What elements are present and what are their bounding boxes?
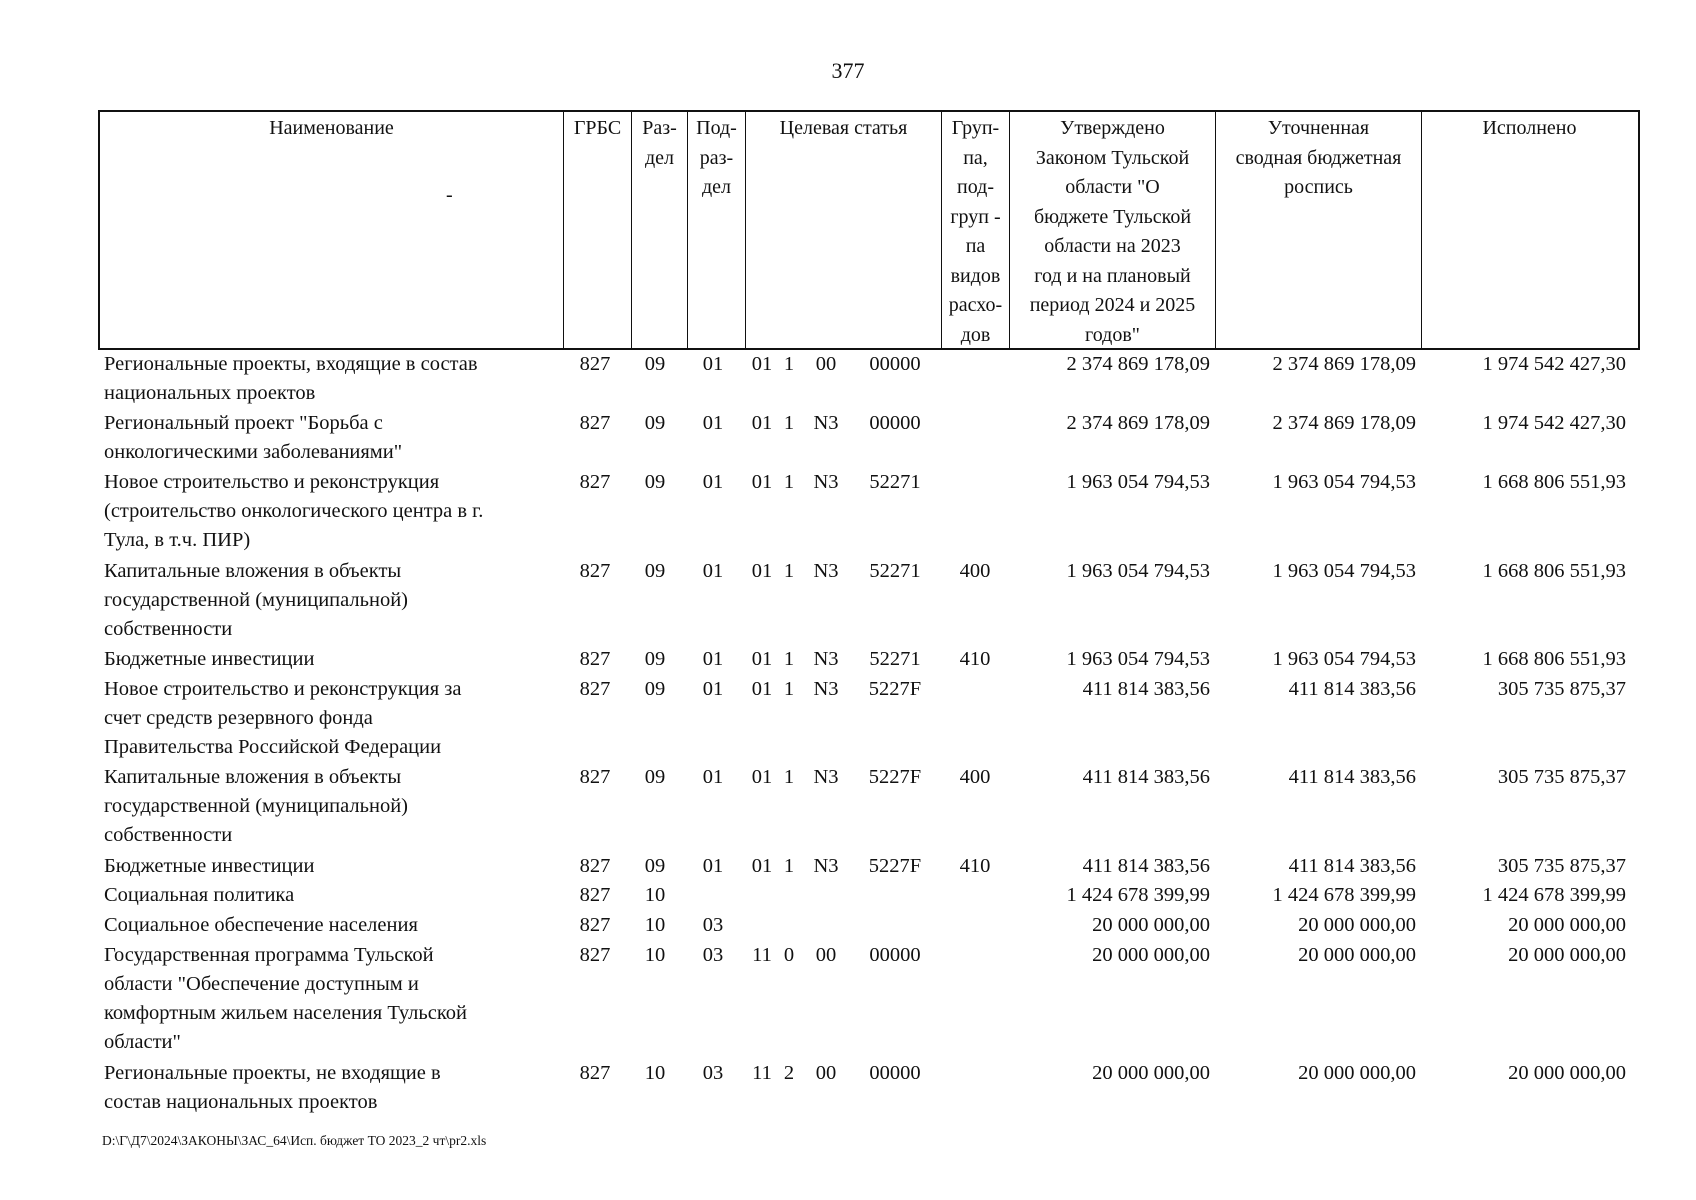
cell-razdel: 10 [644, 943, 666, 966]
cell-cs4: 5227F [868, 766, 922, 789]
cell-razdel: 09 [644, 854, 666, 877]
cell-razdel: 10 [644, 914, 666, 937]
cell-utv: 1 424 678 399,99 [1066, 884, 1210, 907]
row-name-line: государственной (муниципальной) [104, 588, 409, 611]
table-row [0, 911, 1696, 941]
cell-utoch: 1 963 054 794,53 [1272, 559, 1416, 582]
page-number: 377 [831, 58, 865, 83]
cell-utoch: 20 000 000,00 [1298, 943, 1416, 966]
cell-grbs: 827 [579, 884, 611, 907]
row-name-line: Региональные проекты, не входящие в [104, 1061, 441, 1084]
cell-cs1: 11 [752, 1061, 772, 1084]
cell-utv: 20 000 000,00 [1092, 1061, 1210, 1084]
cell-grbs: 827 [579, 559, 611, 582]
cell-isp: 20 000 000,00 [1508, 1061, 1626, 1084]
header-gruppa-line: под- [957, 176, 994, 198]
cell-utoch: 2 374 869 178,09 [1272, 353, 1416, 375]
table-row [0, 468, 1696, 556]
cell-cs1: 01 [751, 559, 773, 582]
cell-utv: 20 000 000,00 [1092, 914, 1210, 937]
row-name-line: Социальное обеспечение населения [104, 914, 418, 937]
cell-cs1: 01 [751, 353, 773, 375]
table-row [0, 881, 1696, 911]
cell-grbs: 827 [579, 943, 611, 966]
table-row [0, 1059, 1696, 1118]
cell-cs4: 52271 [869, 559, 921, 582]
header-grbs [564, 112, 632, 348]
header-celevaya-label: Целевая статья [779, 117, 908, 139]
file-path-footer: D:\Г\Д7\2024\ЗАКОНЫ\ЗАС_64\Исп. бюджет ТО 2023_2 чт\pr2.xls [102, 1133, 487, 1148]
cell-cs2: 1 [783, 559, 795, 582]
cell-isp: 305 735 875,37 [1497, 677, 1626, 700]
header-utverzhdeno-line: Законом Тульской [1035, 146, 1190, 169]
row-name [104, 852, 564, 881]
cell-grbs: 827 [579, 647, 611, 670]
cell-cs3: 00 [815, 353, 837, 375]
row-name-line: Бюджетные инвестиции [104, 854, 315, 877]
cell-grbs: 827 [579, 854, 611, 877]
row-name-line: Региональный проект "Борьба с [104, 412, 383, 435]
header-ispolneno-label: Исполнено [1482, 117, 1577, 139]
cell-isp: 305 735 875,37 [1497, 766, 1626, 789]
header-dot: - [446, 184, 453, 206]
cell-utv: 20 000 000,00 [1092, 943, 1210, 966]
cell-isp: 1 974 542 427,30 [1482, 353, 1626, 375]
cell-razdel: 09 [644, 677, 666, 700]
header-razdel-line: Раз- [642, 117, 677, 139]
header-utverzhdeno [1010, 112, 1216, 348]
cell-cs2: 2 [783, 1061, 795, 1084]
row-name-line: Региональные проекты, входящие в состав [104, 353, 478, 375]
cell-cs3: 00 [815, 943, 837, 966]
row-name-line: Бюджетные инвестиции [104, 647, 315, 670]
row-name [104, 881, 564, 910]
header-gruppa-line: видов [950, 264, 1001, 287]
cell-cs2: 1 [783, 471, 795, 494]
cell-utoch: 1 963 054 794,53 [1272, 471, 1416, 494]
row-name [104, 645, 564, 674]
cell-podrazdel: 01 [702, 647, 724, 670]
table-row [0, 675, 1696, 763]
cell-grbs: 827 [579, 677, 611, 700]
cell-grbs: 827 [579, 412, 611, 435]
row-name-line: собственности [104, 617, 233, 640]
cell-grbs: 827 [579, 353, 611, 375]
row-name-line: Новое строительство и реконструкция [104, 471, 440, 494]
cell-vr: 410 [959, 647, 991, 670]
row-name [104, 350, 564, 408]
cell-isp: 1 668 806 551,93 [1482, 559, 1626, 582]
row-name-line: национальных проектов [104, 382, 316, 404]
header-name [100, 112, 564, 348]
cell-utv: 411 814 383,56 [1082, 854, 1210, 877]
cell-cs2: 1 [783, 353, 795, 375]
table-header [98, 110, 1640, 350]
header-utverzhdeno-line: период 2024 и 2025 [1029, 294, 1196, 316]
cell-cs2: 0 [783, 943, 795, 966]
cell-cs1: 01 [751, 766, 773, 789]
cell-utv: 1 963 054 794,53 [1066, 471, 1210, 494]
header-utverzhdeno-line: бюджете Тульской [1033, 205, 1192, 228]
cell-utv: 2 374 869 178,09 [1066, 353, 1210, 375]
row-name-line: области" [104, 1030, 181, 1053]
cell-isp: 1 668 806 551,93 [1482, 647, 1626, 670]
cell-utoch: 1 424 678 399,99 [1272, 884, 1416, 907]
table-body [0, 350, 1696, 1118]
cell-cs3: N3 [813, 647, 839, 670]
header-gruppa-line: па [965, 235, 986, 257]
cell-cs1: 01 [751, 677, 773, 700]
cell-utoch: 2 374 869 178,09 [1272, 412, 1416, 435]
cell-podrazdel: 01 [702, 766, 724, 789]
cell-razdel: 09 [644, 412, 666, 435]
cell-cs4: 00000 [869, 353, 921, 375]
header-utochnennaya [1216, 112, 1422, 348]
cell-cs1: 01 [751, 471, 773, 494]
cell-podrazdel: 03 [702, 1061, 724, 1084]
cell-cs1: 01 [751, 412, 773, 435]
cell-cs3: 00 [815, 1061, 837, 1084]
cell-grbs: 827 [579, 766, 611, 789]
cell-utoch: 411 814 383,56 [1288, 766, 1416, 789]
header-podrazdel-line: раз- [699, 146, 734, 169]
cell-utoch: 20 000 000,00 [1298, 914, 1416, 937]
cell-cs3: N3 [813, 412, 839, 435]
header-grbs-label: ГРБС [573, 117, 622, 139]
header-podrazdel [688, 112, 746, 348]
cell-cs4: 00000 [869, 1061, 921, 1084]
cell-podrazdel: 01 [702, 559, 724, 582]
row-name-line: счет средств резервного фонда [104, 706, 373, 729]
row-name-line: онкологическими заболеваниями" [104, 441, 403, 464]
cell-cs4: 00000 [869, 412, 921, 435]
header-ispolneno [1422, 112, 1637, 348]
cell-razdel: 09 [644, 647, 666, 670]
cell-cs3: N3 [813, 854, 839, 877]
header-utochnennaya-line: сводная бюджетная [1235, 146, 1402, 169]
cell-utv: 1 963 054 794,53 [1066, 559, 1210, 582]
cell-podrazdel: 03 [702, 943, 724, 966]
cell-podrazdel: 01 [702, 412, 724, 435]
cell-cs4: 5227F [868, 677, 922, 700]
table-row [0, 941, 1696, 1059]
header-utverzhdeno-line: области на 2023 [1044, 235, 1181, 257]
cell-cs4: 52271 [869, 471, 921, 494]
cell-isp: 1 974 542 427,30 [1482, 412, 1626, 435]
cell-utoch: 411 814 383,56 [1288, 677, 1416, 700]
header-utochnennaya-line: роспись [1284, 176, 1353, 198]
cell-cs2: 1 [783, 647, 795, 670]
row-name-line: Капитальные вложения в объекты [104, 766, 402, 789]
row-name-line: Тула, в т.ч. ПИР) [104, 529, 251, 552]
row-name-line: Социальная политика [104, 884, 295, 907]
cell-isp: 1 424 678 399,99 [1482, 884, 1626, 907]
row-name [104, 675, 564, 762]
header-utverzhdeno-line: год и на плановый [1034, 264, 1191, 287]
row-name [104, 468, 564, 555]
header-gruppa-line: дов [960, 323, 991, 346]
header-razdel-line: дел [644, 146, 675, 169]
cell-cs3: N3 [813, 677, 839, 700]
cell-utv: 411 814 383,56 [1082, 766, 1210, 789]
table-row [0, 852, 1696, 882]
cell-isp: 305 735 875,37 [1497, 854, 1626, 877]
table-row [0, 645, 1696, 675]
cell-grbs: 827 [579, 914, 611, 937]
table-row [0, 557, 1696, 645]
cell-utv: 1 963 054 794,53 [1066, 647, 1210, 670]
cell-cs2: 1 [783, 677, 795, 700]
cell-cs4: 5227F [868, 854, 922, 877]
row-name-line: области "Обеспечение доступным и [104, 972, 419, 995]
cell-grbs: 827 [579, 1061, 611, 1084]
table-row [0, 763, 1696, 851]
header-razdel [632, 112, 688, 348]
header-gruppa-line: Груп- [951, 117, 1000, 139]
row-name-line: Новое строительство и реконструкция за [104, 677, 462, 700]
header-podrazdel-line: Под- [696, 117, 737, 139]
cell-utoch: 411 814 383,56 [1288, 854, 1416, 877]
row-name-line: (строительство онкологического центра в г. [104, 500, 484, 523]
row-name-line: Государственная программа Тульской [104, 943, 434, 966]
cell-cs4: 00000 [869, 943, 921, 966]
row-name [104, 941, 564, 1057]
cell-cs3: N3 [813, 766, 839, 789]
cell-podrazdel: 01 [702, 677, 724, 700]
cell-razdel: 09 [644, 559, 666, 582]
cell-cs1: 01 [751, 854, 773, 877]
cell-grbs: 827 [579, 471, 611, 494]
row-name-line: Капитальные вложения в объекты [104, 559, 402, 582]
cell-utv: 2 374 869 178,09 [1066, 412, 1210, 435]
row-name [104, 911, 564, 940]
row-name-line: состав национальных проектов [104, 1090, 378, 1113]
header-podrazdel-line: дел [701, 176, 732, 198]
cell-razdel: 10 [644, 884, 666, 907]
cell-isp: 20 000 000,00 [1508, 943, 1626, 966]
cell-cs2: 1 [783, 854, 795, 877]
cell-isp: 1 668 806 551,93 [1482, 471, 1626, 494]
cell-razdel: 09 [644, 471, 666, 494]
header-gruppa [942, 112, 1010, 348]
cell-cs3: N3 [813, 471, 839, 494]
header-utverzhdeno-line: Утверждено [1060, 117, 1165, 139]
row-name-line: собственности [104, 824, 233, 847]
cell-cs2: 1 [783, 766, 795, 789]
header-utverzhdeno-line: годов" [1085, 323, 1140, 346]
cell-utoch: 1 963 054 794,53 [1272, 647, 1416, 670]
row-name-line: Правительства Российской Федерации [104, 735, 442, 758]
table-row [0, 350, 1696, 409]
row-name [104, 1059, 564, 1117]
cell-utv: 411 814 383,56 [1082, 677, 1210, 700]
cell-vr: 400 [959, 559, 991, 582]
row-name [104, 409, 564, 467]
cell-cs1: 11 [752, 943, 772, 966]
header-gruppa-line: расхо- [948, 294, 1003, 316]
cell-razdel: 10 [644, 1061, 666, 1084]
header-gruppa-line: груп - [950, 205, 1001, 228]
row-name-line: комфортным жильем населения Тульской [104, 1001, 467, 1024]
cell-podrazdel: 01 [702, 471, 724, 494]
cell-vr: 400 [959, 766, 991, 789]
header-utverzhdeno-line: области "О [1065, 176, 1160, 198]
cell-podrazdel: 03 [702, 914, 724, 937]
cell-isp: 20 000 000,00 [1508, 914, 1626, 937]
row-name-line: государственной (муниципальной) [104, 795, 409, 818]
cell-cs1: 01 [751, 647, 773, 670]
cell-podrazdel: 01 [702, 353, 724, 375]
table-row [0, 409, 1696, 468]
row-name [104, 557, 564, 644]
cell-razdel: 09 [644, 766, 666, 789]
cell-podrazdel: 01 [702, 854, 724, 877]
cell-cs2: 1 [783, 412, 795, 435]
cell-utoch: 20 000 000,00 [1298, 1061, 1416, 1084]
header-celevaya-statya [746, 112, 942, 348]
cell-razdel: 09 [644, 353, 666, 375]
cell-cs3: N3 [813, 559, 839, 582]
cell-cs4: 52271 [869, 647, 921, 670]
header-name-label: Наименование [269, 117, 394, 139]
row-name [104, 763, 564, 850]
cell-vr: 410 [959, 854, 991, 877]
header-utochnennaya-line: Уточненная [1267, 117, 1370, 139]
header-gruppa-line: па, [963, 146, 988, 169]
